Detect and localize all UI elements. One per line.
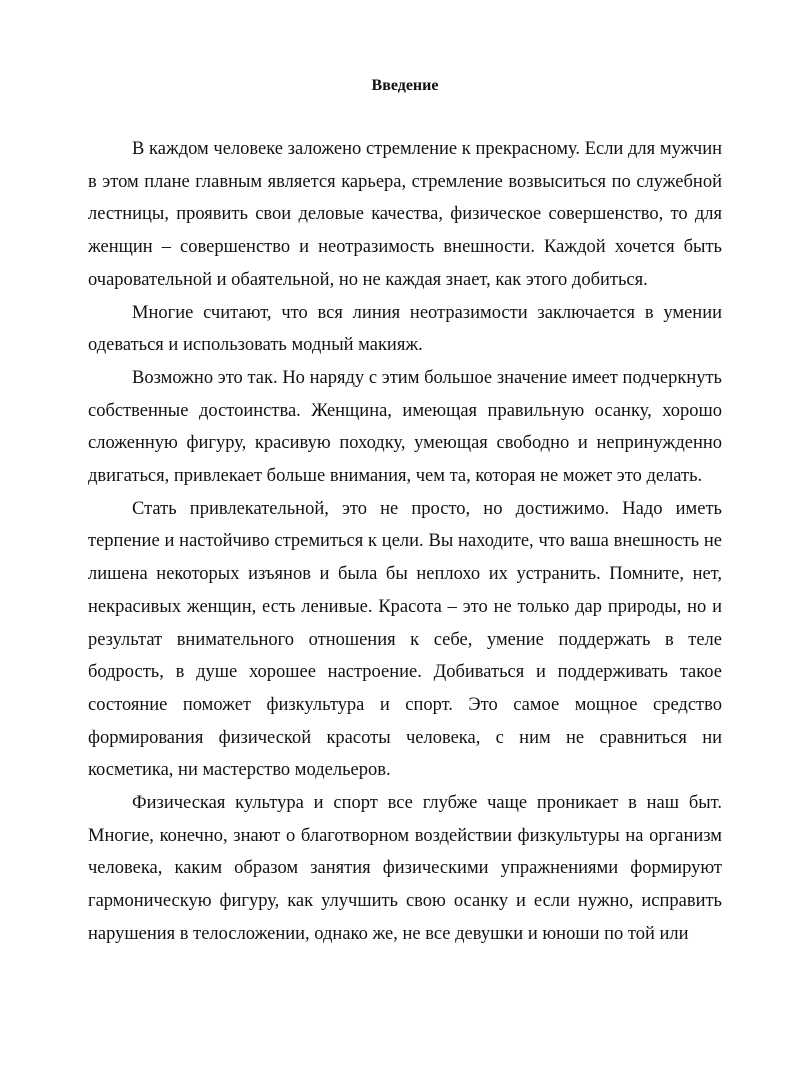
paragraph: Физическая культура и спорт все глубже чаще проникает в наш быт. Многие, конечно, знают о благотворном воздействии физкультуры на организм человека, каким образом занятия физическими упражнениями формируют гармоническую фигуру, как улучшить свою осанку и если нужно, исправить нарушения в телосложении, однако же, не все девушки и юноши по той или: [88, 793, 722, 944]
document-body: [88, 133, 722, 951]
paragraph: Стать привлекательной, это не просто, но достижимо. Надо иметь терпение и настойчиво стремиться к цели. Вы находите, что ваша внешность не лишена некоторых изъянов и была бы неплохо их устранить. Помните, нет, некрасивых женщин, есть ленивые. Красота – это не только дар природы, но и результат внимательного отношения к себе, умение поддержать в теле бодрость, в душе хорошее настроение. Добиваться и поддерживать такое состояние поможет физкультура и спорт. Это самое мощное средство формирования физической красоты человека, с ним не сравниться ни косметика, ни мастерство модельеров.: [88, 498, 722, 781]
paragraph: Многие считают, что вся линия неотразимости заключается в умении одеваться и использовать модный макияж.: [88, 302, 722, 356]
paragraph: Возможно это так. Но наряду с этим большое значение имеет подчеркнуть собственные достоинства. Женщина, имеющая правильную осанку, хорошо сложенную фигуру, красивую походку, умеющая свободно и непринужденно двигаться, привлекает больше внимания, чем та, которая не может это делать.: [88, 367, 722, 487]
paragraph: В каждом человеке заложено стремление к прекрасному. Если для мужчин в этом плане главным является карьера, стремление возвыситься по служебной лестницы, проявить свои деловые качества, физическое совершенство, то для женщин – совершенство и неотразимость внешности. Каждой хочется быть очаровательной и обаятельной, но не каждая знает, как этого добиться.: [88, 139, 722, 290]
page-title: Введение: [371, 77, 439, 94]
